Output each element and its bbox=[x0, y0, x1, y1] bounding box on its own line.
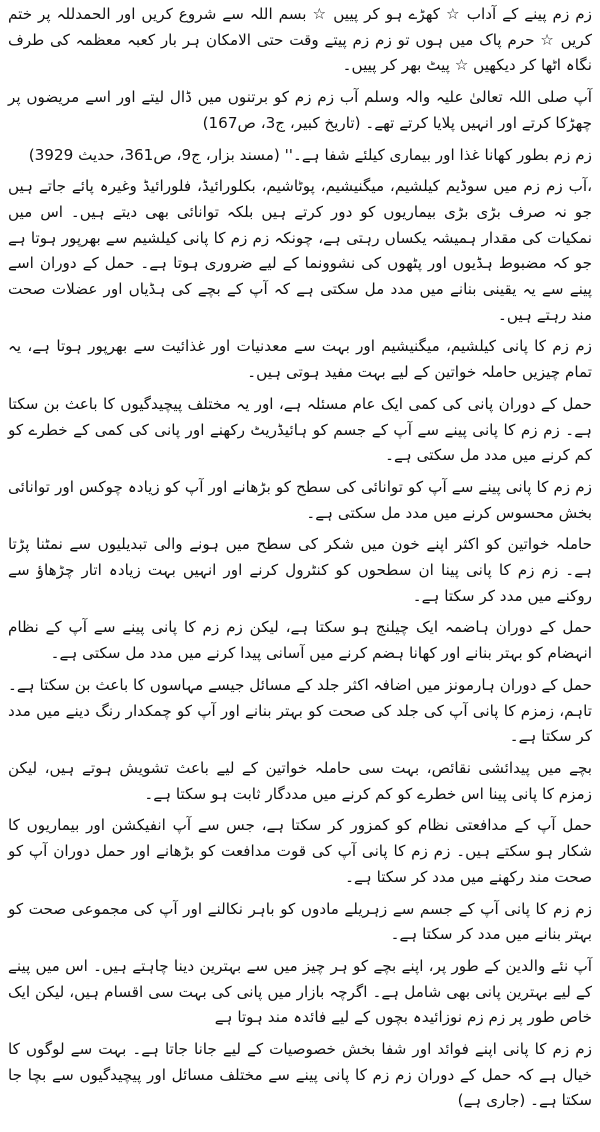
article-paragraph-hadith: زم زم بطور کھانا غذا اور بیماری کیلئے شفا ہے۔'' (مسند بزار، ج9، ص361، حدیث 3929) bbox=[28, 145, 592, 164]
article-paragraph-conclusion: زم زم کا پانی اپنے فوائد اور شفا بخش خصوصیات کے لیے جانا جاتا ہے۔ بہت سے لوگوں کا خیال ہے کہ حمل کے دوران زم زم کا پانی پینے سے مختلف مسائل اور پیچیدگیوں سے بچا جا سکتا ہے۔ (جاری ہے) bbox=[8, 1040, 592, 1110]
article-paragraph-skin: حمل کے دوران ہارمونز میں اضافہ اکثر جلد کے مسائل جیسے مہاسوں کا باعث بن سکتا ہے۔ تاہم، زمزم کا پانی آپ کی جلد کی صحت کو بہتر بنانے اور آپ کو چمکدار رنگ دینے میں مدد کر سکتا ہے۔ bbox=[8, 675, 592, 746]
article-paragraph-birth-defects: بچے میں پیدائشی نقائص، بہت سی حاملہ خواتین کے لیے باعث تشویش ہوتے ہیں، لیکن زمزم کا پانی پینا اس خطرے کو کم کرنے میں مددگار ثابت ہو سکتا ہے۔ bbox=[8, 758, 592, 803]
article-paragraph-detox: زم زم کا پانی آپ کے جسم سے زہریلے مادوں کو باہر نکالنے اور آپ کی مجموعی صحت کو بہتر بنانے میں مدد کر سکتا ہے۔ bbox=[8, 899, 592, 944]
article-paragraph-blood-sugar: حاملہ خواتین کو اکثر اپنے خون میں شکر کی سطح میں ہونے والی تبدیلیوں سے نمٹنا پڑتا ہے۔ زم زم کا پانی پینا ان سطحوں کو کنٹرول کرنے اور انہیں بہت زیادہ اتار چڑھاؤ سے روکنے میں مدد کر سکتا ہے۔ bbox=[8, 535, 592, 605]
article-paragraph-prophet-practice: آپ صلی اللہ تعالیٰ علیہ والہ وسلم آب زم زم کو برتنوں میں ڈال لیتے اور اسے مریضوں پر چھڑکا کرتے اور انہیں پلایا کرتے تھے۔ (تاریخ کبیر، ج3، ص167) bbox=[8, 88, 592, 132]
article-paragraph-immunity: حمل آپ کے مدافعتی نظام کو کمزور کر سکتا ہے، جس سے آپ انفیکشن اور بیماریوں کا شکار ہو سکتے ہیں۔ زم زم کا پانی آپ کی قوت مدافعت کو بڑھانے اور حمل دوران آپ کو صحت مند رکھنے میں مدد کر سکتا ہے۔ bbox=[8, 816, 592, 886]
article-paragraph-hydration: حمل کے دوران پانی کی کمی ایک عام مسئلہ ہے، اور یہ مختلف پیچیدگیوں کا باعث بن سکتا ہے۔ زم زم کا پانی پینے سے آپ کے جسم کو ہائیڈریٹ رکھنے اور پانی کی کمی کے خطرے کو کم کرنے میں مدد مل سکتی ہے۔ bbox=[8, 394, 592, 465]
article-paragraph-energy: زم زم کا پانی پینے سے آپ کو توانائی کی سطح کو بڑھانے اور آپ کو زیادہ چوکس اور توانائی بخش محسوس کرنے میں مدد مل سکتی ہے۔ bbox=[8, 477, 592, 522]
article-paragraph-newborns: آپ نئے والدین کے طور پر، اپنے بچے کو ہر چیز میں سے بہترین دینا چاہتے ہیں۔ اس میں پینے کے لیے بہترین پانی بھی شامل ہے۔ اگرچہ بازار میں پانی کی بہت سی اقسام ہیں، لیکن ایک خاص طور پر زم زم نوزائیدہ بچوں کے لیے فائدہ مند ہوتا ہے bbox=[8, 956, 592, 1027]
article-paragraph-nutrients: زم زم کا پانی کیلشیم، میگنیشیم اور بہت سے معدنیات اور غذائیت سے بھرپور ہوتا ہے، یہ تمام چیزیں حاملہ خواتین کے لیے بہت مفید ہوتی ہیں۔ bbox=[8, 337, 592, 382]
article-paragraph-etiquette: زم زم پینے کے آداب ☆ کھڑے ہو کر پییں ☆ بسم اللہ سے شروع کریں اور الحمدللہ پر ختم کریں ☆ حرم پاک میں ہوں تو زم زم پیتے وقت حتی الامکان ہر بار کعبہ معظمہ کی طرف نگاہ اٹھا کر دیکھیں ☆ پیٹ بھر کر پییں۔ bbox=[8, 5, 592, 75]
article-paragraph-digestion: حمل کے دوران ہاضمہ ایک چیلنج ہو سکتا ہے، لیکن زم زم کا پانی پینے سے آپ کے نظام انہضام کو بہتر بنانے اور کھانا ہضم کرنے میں آسانی پیدا کرنے میں مدد مل سکتی ہے۔ bbox=[8, 618, 592, 663]
article-paragraph-minerals: ،آب زم زم میں سوڈیم کیلشیم، میگنیشیم، پوٹاشیم، بکلورائیڈ، فلورائیڈ وغیرہ پائے جاتے ہیں جو نہ صرف بڑی بڑی بیماریوں کو دور کرتے ہیں بلکہ توانائی بھی دیتے ہیں۔ اس میں نمکیات کی مقدار ہمیشہ یکساں رہتی ہے، چونکہ زم زم کا پانی کیلشیم سے بھرپور ہوتا ہے جو کہ مضبوط ہڈیوں اور پٹھوں کی نشوونما کے لیے ضروری ہوتا ہے۔ حمل کے دوران اسے پینے سے یہ یقینی بنانے میں مدد مل سکتی ہے کہ آپ کے بچے کی ہڈیاں اور عضلات صحت مند رہتے ہیں۔ bbox=[8, 177, 592, 324]
